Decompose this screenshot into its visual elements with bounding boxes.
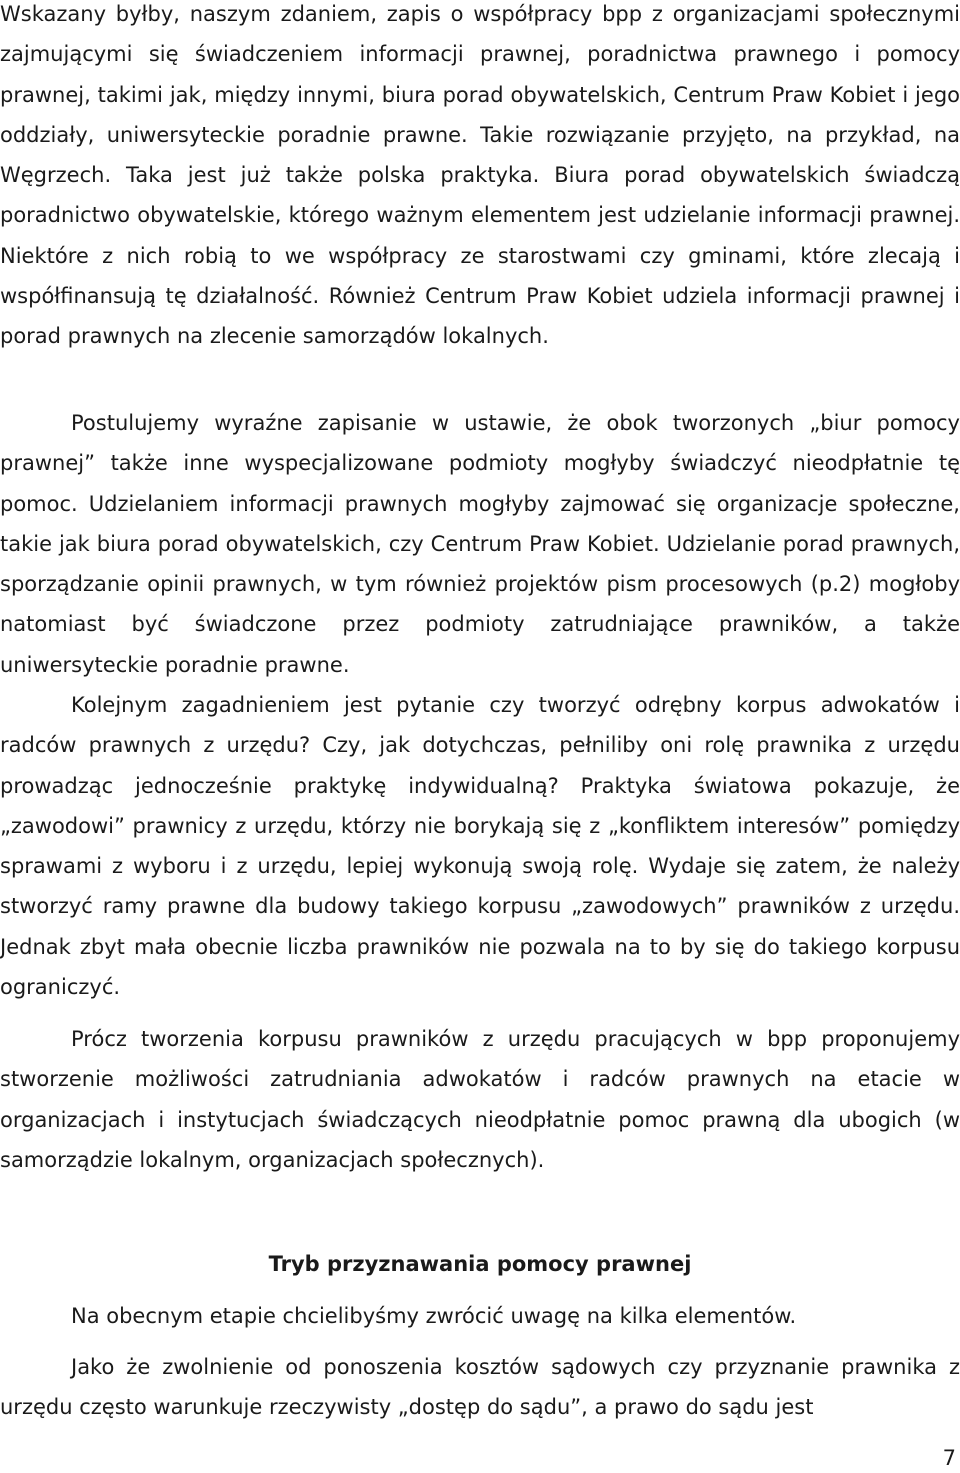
paragraph-section-intro: Na obecnym etapie chcielibyśmy zwrócić uwagę na kilka elementów.	[71, 1304, 797, 1328]
paragraph-court-access: Jako że zwolnienie od ponoszenia kosztów sądowych czy przyznanie prawnika z urzędu często warunkuje rzeczywisty „dostęp do sądu”, a prawo do sądu jest	[0, 1355, 960, 1420]
paragraph-separate-corps: Kolejnym zagadnieniem jest pytanie czy tworzyć odrębny korpus adwokatów i radców prawnych z urzędu? Czy, jak dotychczas, pełniliby oni rolę prawnika z urzędu prowadząc jednocześnie praktykę indywidualną? Praktyka światowa pokazuje, że „zawodowi” prawnicy z urzędu, którzy nie borykają się z „konfliktem interesów” pomiędzy sprawami z wyboru i z urzędu, lepiej wykonują swoją rolę. Wydaje się zatem, że należy stworzyć ramy prawne dla budowy takiego korpusu „zawodowych” prawników z urzędu. Jednak zbyt mała obecnie liczba prawników nie pozwala na to by się do takiego korpusu ograniczyć.	[0, 693, 960, 1000]
paragraph-employment-proposal: Prócz tworzenia korpusu prawników z urzędu pracujących w bpp proponujemy stworzenie możliwości zatrudniania adwokatów i radców prawnych na etacie w organizacjach i instytucjach świadczących nieodpłatnie pomoc prawną dla ubogich (w samorządzie lokalnym, organizacjach społecznych).	[0, 1027, 960, 1172]
paragraph-postulate-statute: Postulujemy wyraźne zapisanie w ustawie, że obok tworzonych „biur pomocy prawnej” także inne wyspecjalizowane podmioty mogłyby świadczyć nieodpłatnie tę pomoc. Udzielaniem informacji prawnych mogłyby zajmować się organizacje społeczne, takie jak biura porad obywatelskich, czy Centrum Praw Kobiet. Udzielanie porad prawnych, sporządzanie opinii prawnych, w tym również projektów pism procesowych (p.2) mogłoby natomiast być świadczone przez podmioty zatrudniające prawników, a także uniwersyteckie poradnie prawne.	[0, 411, 960, 677]
page-number: 7	[942, 1446, 956, 1470]
paragraph-cooperation-with-organizations: Wskazany byłby, naszym zdaniem, zapis o współpracy bpp z organizacjami społecznymi zajmującymi się świadczeniem informacji prawnej, poradnictwa prawnego i pomocy prawnej, takimi jak, między innymi, biura porad obywatelskich, Centrum Praw Kobiet i jego oddziały, uniwersyteckie poradnie prawne. Takie rozwiązanie przyjęto, na przykład, na Węgrzech. Taka jest już także polska praktyka. Biura porad obywatelskich świadczą poradnictwo obywatelskie, którego ważnym elementem jest udzielanie informacji prawnej. Niektóre z nich robią to we współpracy ze starostwami czy gminami, które zlecają i współfinansują tę działalność. Również Centrum Praw Kobiet udziela informacji prawnej i porad prawnych na zlecenie samorządów lokalnych.	[0, 2, 960, 349]
section-heading: Tryb przyznawania pomocy prawnej	[268, 1252, 692, 1276]
